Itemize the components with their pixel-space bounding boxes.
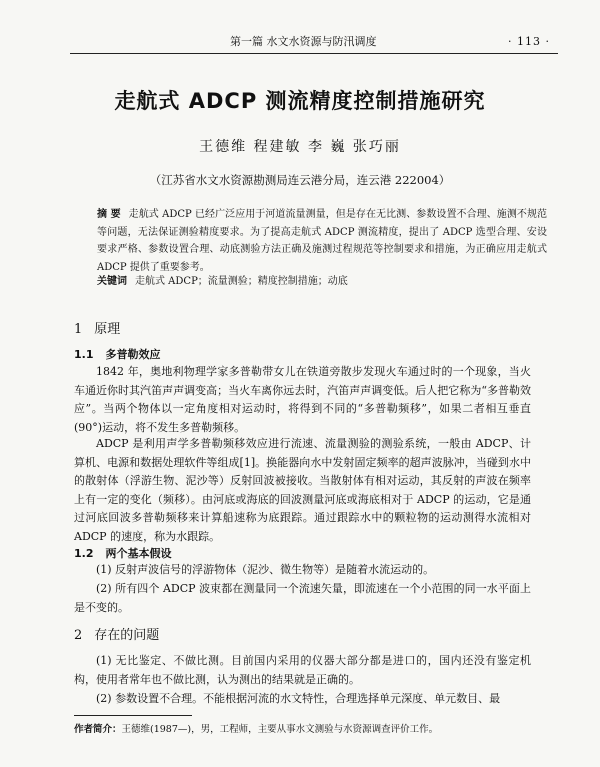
affiliation: （江苏省水文水资源勘测局连云港分局，连云港 222004）	[149, 173, 451, 187]
subsection-heading-1-1	[74, 346, 161, 362]
section-number: 2	[74, 628, 83, 643]
page-number: · 113 ·	[508, 35, 550, 48]
subsection-number: 1.1	[74, 348, 94, 361]
footnote-label: 作者简介：	[74, 724, 122, 735]
header-divider	[70, 53, 558, 54]
subsection-number: 1.2	[74, 547, 94, 560]
footnote-divider	[74, 715, 192, 716]
paragraph-adcp-principle: ADCP 是利用声学多普勒频移效应进行流速、流量测验的测验系统，一般由 ADCP、计算机、电源和数据处理软件等组成[1]。换能器向水中发射固定频率的超声波脉冲，当碰到水中的散射体（浮游生物、泥沙等）反射回波被接收。当散射体有相对运动，其反射的声波在频率上有一定的变化（频移）。由河底或海底的回波测量河底或海底相对于 ADCP 的运动，它是通过河底回波多普勒频移来计算船速称为底跟踪。通过跟踪水中的颗粒物的运动测得水流相对 ADCP 的速度，称为水跟踪。	[74, 437, 531, 543]
keywords-label: 关键词	[97, 276, 127, 287]
section-heading-1	[74, 318, 120, 337]
paragraph-assumption-1: (1) 反射声波信号的浮游物体（泥沙、微生物等）是随着水流运动的。	[96, 563, 435, 576]
section-title: 存在的问题	[94, 628, 160, 643]
abstract	[97, 206, 547, 276]
author-footnote	[74, 721, 534, 735]
subsection-title: 两个基本假设	[105, 547, 172, 560]
subsection-heading-1-2	[74, 545, 172, 561]
paragraph-problem-2: (2) 参数设置不合理。不能根据河流的水文特性，合理选择单元深度、单元数目、最	[96, 692, 501, 705]
paragraph-problem-1: (1) 无比鉴定、不做比测。目前国内采用的仪器大部分都是进口的，国内还没有鉴定机构，使用者常年也不做比测，认为测出的结果就是正确的。	[74, 654, 531, 686]
section-number: 1	[74, 322, 83, 337]
abstract-text: 走航式 ADCP 已经广泛应用于河道流量测量，但是存在无比测、参数设置不合理、施测不规范等问题，无法保证测验精度要求。为了提高走航式 ADCP 测流精度，提出了 ADCP 选型合理、安设要求严格、参数设置合理、动底测验方法正确及施测过程规范等控制要求和措施，为正确应用走航式 ADCP 提供了重要参考。	[97, 209, 547, 273]
paragraph-doppler-history: 1842 年，奥地利物理学家多普勒带女儿在铁道旁散步发现火车通过时的一个现象，当火车通近你时其汽笛声声调变高；当火车离你远去时，汽笛声声调变低。后人把它称为“多普勒效应”。当两个物体以一定角度相对运动时，将得到不同的“多普勒频移”，如果二者相互垂直(90°)运动，将不发生多普勒频移。	[74, 365, 531, 434]
paragraph-assumption-2: (2) 所有四个 ADCP 波束都在测量同一个流速矢量，即流速在一个小范围的同一水平面上是不变的。	[74, 582, 531, 614]
section-heading-2	[74, 624, 159, 643]
footnote-text: 王德维(1987—)，男，工程师，主要从事水文测验与水资源调查评价工作。	[121, 724, 439, 735]
keywords	[97, 274, 547, 290]
subsection-title: 多普勒效应	[105, 348, 161, 361]
abstract-label: 摘 要	[97, 209, 121, 220]
header-section-title: 第一篇 水文水资源与防汛调度	[230, 35, 377, 48]
author-list: 王德维 程建敏 李 巍 张巧丽	[199, 139, 401, 155]
keywords-text: 走航式 ADCP；流量测验；精度控制措施；动底	[135, 276, 348, 287]
section-title: 原理	[94, 322, 121, 337]
paper-title: 走航式 ADCP 测流精度控制措施研究	[114, 89, 486, 113]
running-header	[70, 33, 560, 51]
